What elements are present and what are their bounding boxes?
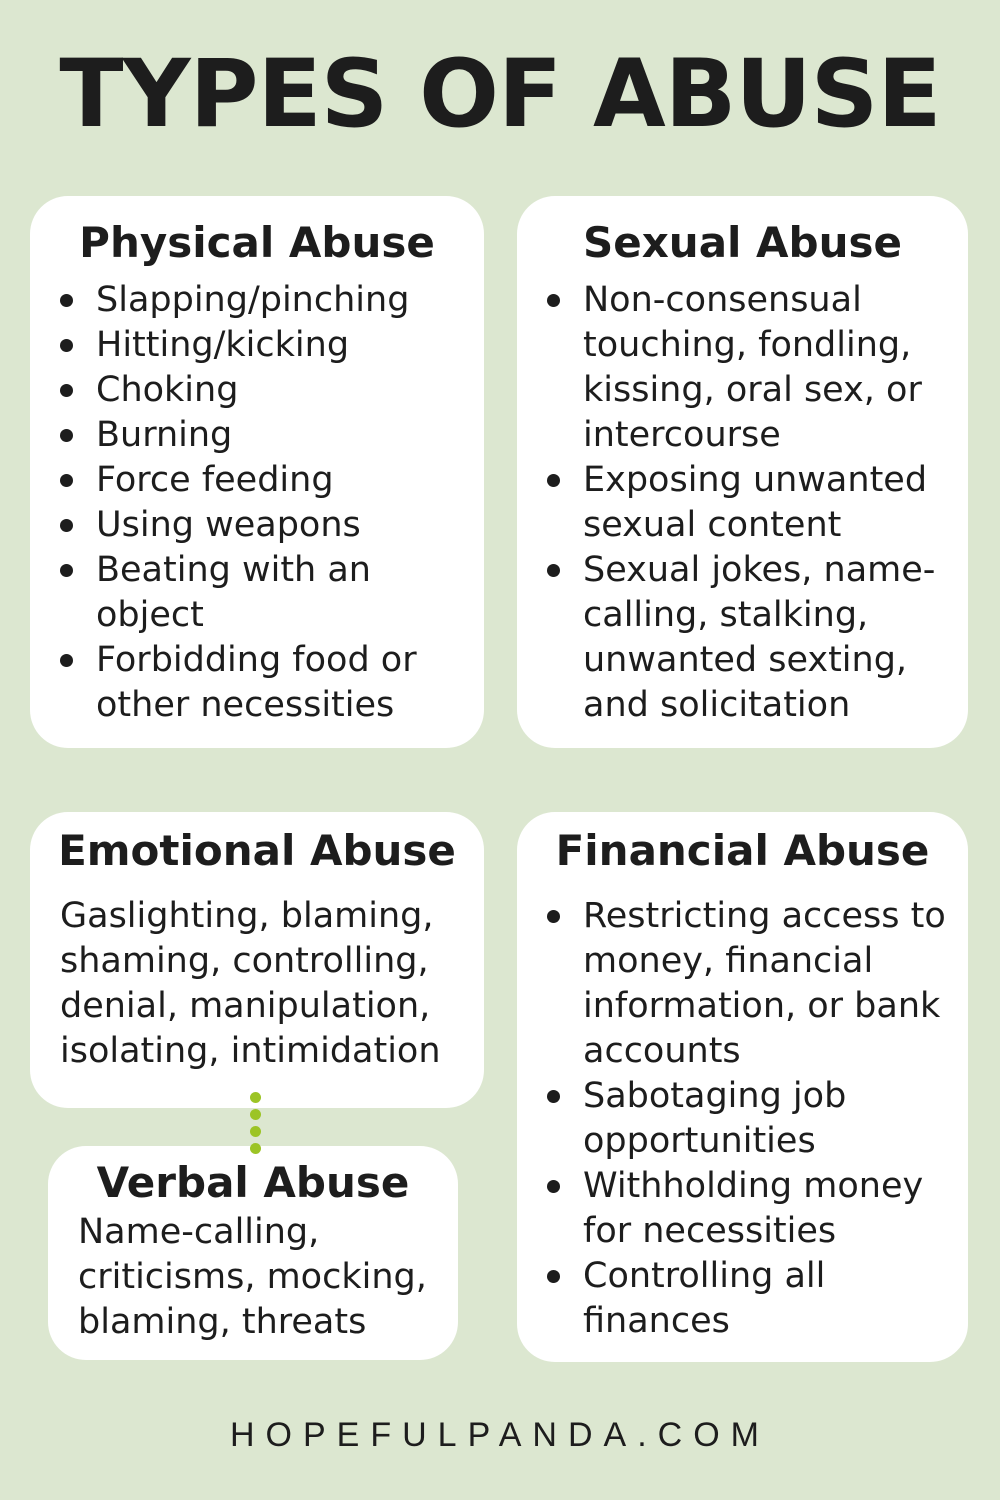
page-title: TYPES OF ABUSE bbox=[59, 40, 941, 149]
list-item: Sexual jokes, name-calling, stalking, unwanted sexting, and solicitation bbox=[583, 548, 950, 728]
card-emotional-abuse bbox=[30, 812, 484, 1108]
emotional-abuse-text: Gaslighting, blaming, shaming, controlling, denial, manipulation, isolating, intimidation bbox=[60, 896, 441, 1071]
list-item: Exposing unwanted sexual content bbox=[583, 458, 950, 548]
list-item: Forbidding food or other necessities bbox=[96, 638, 466, 728]
physical-abuse-list bbox=[30, 278, 484, 728]
connector-dot bbox=[250, 1109, 261, 1120]
list-item: Controlling all finances bbox=[583, 1254, 950, 1344]
list-item: Using weapons bbox=[96, 503, 466, 548]
list-item: Burning bbox=[96, 413, 466, 458]
list-item: Choking bbox=[96, 368, 466, 413]
sexual-abuse-list bbox=[517, 278, 968, 728]
card-sexual-title: Sexual Abuse bbox=[582, 218, 903, 267]
connector-dot bbox=[250, 1126, 261, 1137]
card-verbal-abuse bbox=[48, 1146, 458, 1360]
dotted-connector bbox=[250, 1092, 261, 1154]
connector-dot bbox=[250, 1143, 261, 1154]
list-item: Beating with an object bbox=[96, 548, 466, 638]
connector-dot bbox=[250, 1092, 261, 1103]
list-item: Sabotaging job opportunities bbox=[583, 1074, 950, 1164]
list-item: Slapping/pinching bbox=[96, 278, 466, 323]
list-item: Restricting access to money, financial information, or bank accounts bbox=[583, 894, 950, 1074]
list-item: Force feeding bbox=[96, 458, 466, 503]
card-emotional-title: Emotional Abuse bbox=[58, 826, 456, 875]
financial-abuse-list bbox=[517, 894, 968, 1344]
card-sexual-abuse bbox=[517, 196, 968, 748]
card-financial-abuse bbox=[517, 812, 968, 1362]
card-verbal-title: Verbal Abuse bbox=[96, 1158, 410, 1207]
list-item: Hitting/kicking bbox=[96, 323, 466, 368]
card-physical-abuse bbox=[30, 196, 484, 748]
list-item: Non-consensual touching, fondling, kissing, oral sex, or intercourse bbox=[583, 278, 950, 458]
verbal-abuse-text: Name-calling, criticisms, mocking, blaming, threats bbox=[78, 1212, 427, 1342]
card-financial-title: Financial Abuse bbox=[555, 826, 930, 875]
card-physical-title: Physical Abuse bbox=[79, 218, 435, 267]
website-footer: HOPEFULPANDA.COM bbox=[230, 1416, 770, 1454]
list-item: Withholding money for necessities bbox=[583, 1164, 950, 1254]
